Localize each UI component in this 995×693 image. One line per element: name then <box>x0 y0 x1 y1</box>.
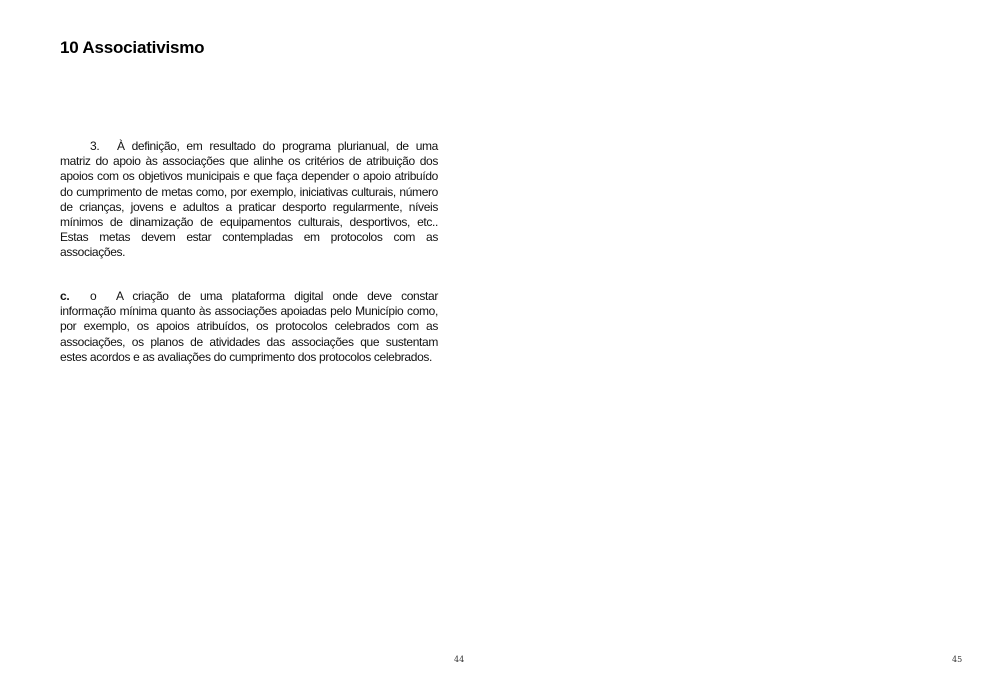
section-heading: 10 Associativismo <box>60 38 205 57</box>
left-page <box>0 0 497 693</box>
page-number-left: 44 <box>454 655 465 664</box>
page-number-right: 45 <box>952 655 963 664</box>
item-bullet: o <box>90 289 97 303</box>
right-page <box>498 0 995 693</box>
item-letter: c. <box>60 289 70 303</box>
item-number: 3. <box>90 139 100 153</box>
item-c-text: A criação de uma plataforma digital onde deve constar informação mínima quanto às associações apoiadas pelo Município como, por exemplo, os apoios atribuídos, os protocolos celebrados com as associações, os planos de atividades das associações que sustentam estes acordos e as avaliações do cumprimento dos protocolos celebrados. <box>60 289 438 364</box>
list-item-c <box>60 289 438 365</box>
item-3-text: À definição, em resultado do programa plurianual, de uma matriz do apoio às associações que alinhe os critérios de atribuição dos apoios com os objetivos municipais e que faça depender o apoio atribuído do cumprimento de metas como, por exemplo, iniciativas culturais, número de crianças, jovens e adultos a praticar desporto regularmente, níveis mínimos de dinamização de equipamentos culturais, desportivos, etc.. Estas metas devem estar contempladas em protocolos com as associações. <box>60 139 438 260</box>
list-item-3 <box>60 139 438 261</box>
